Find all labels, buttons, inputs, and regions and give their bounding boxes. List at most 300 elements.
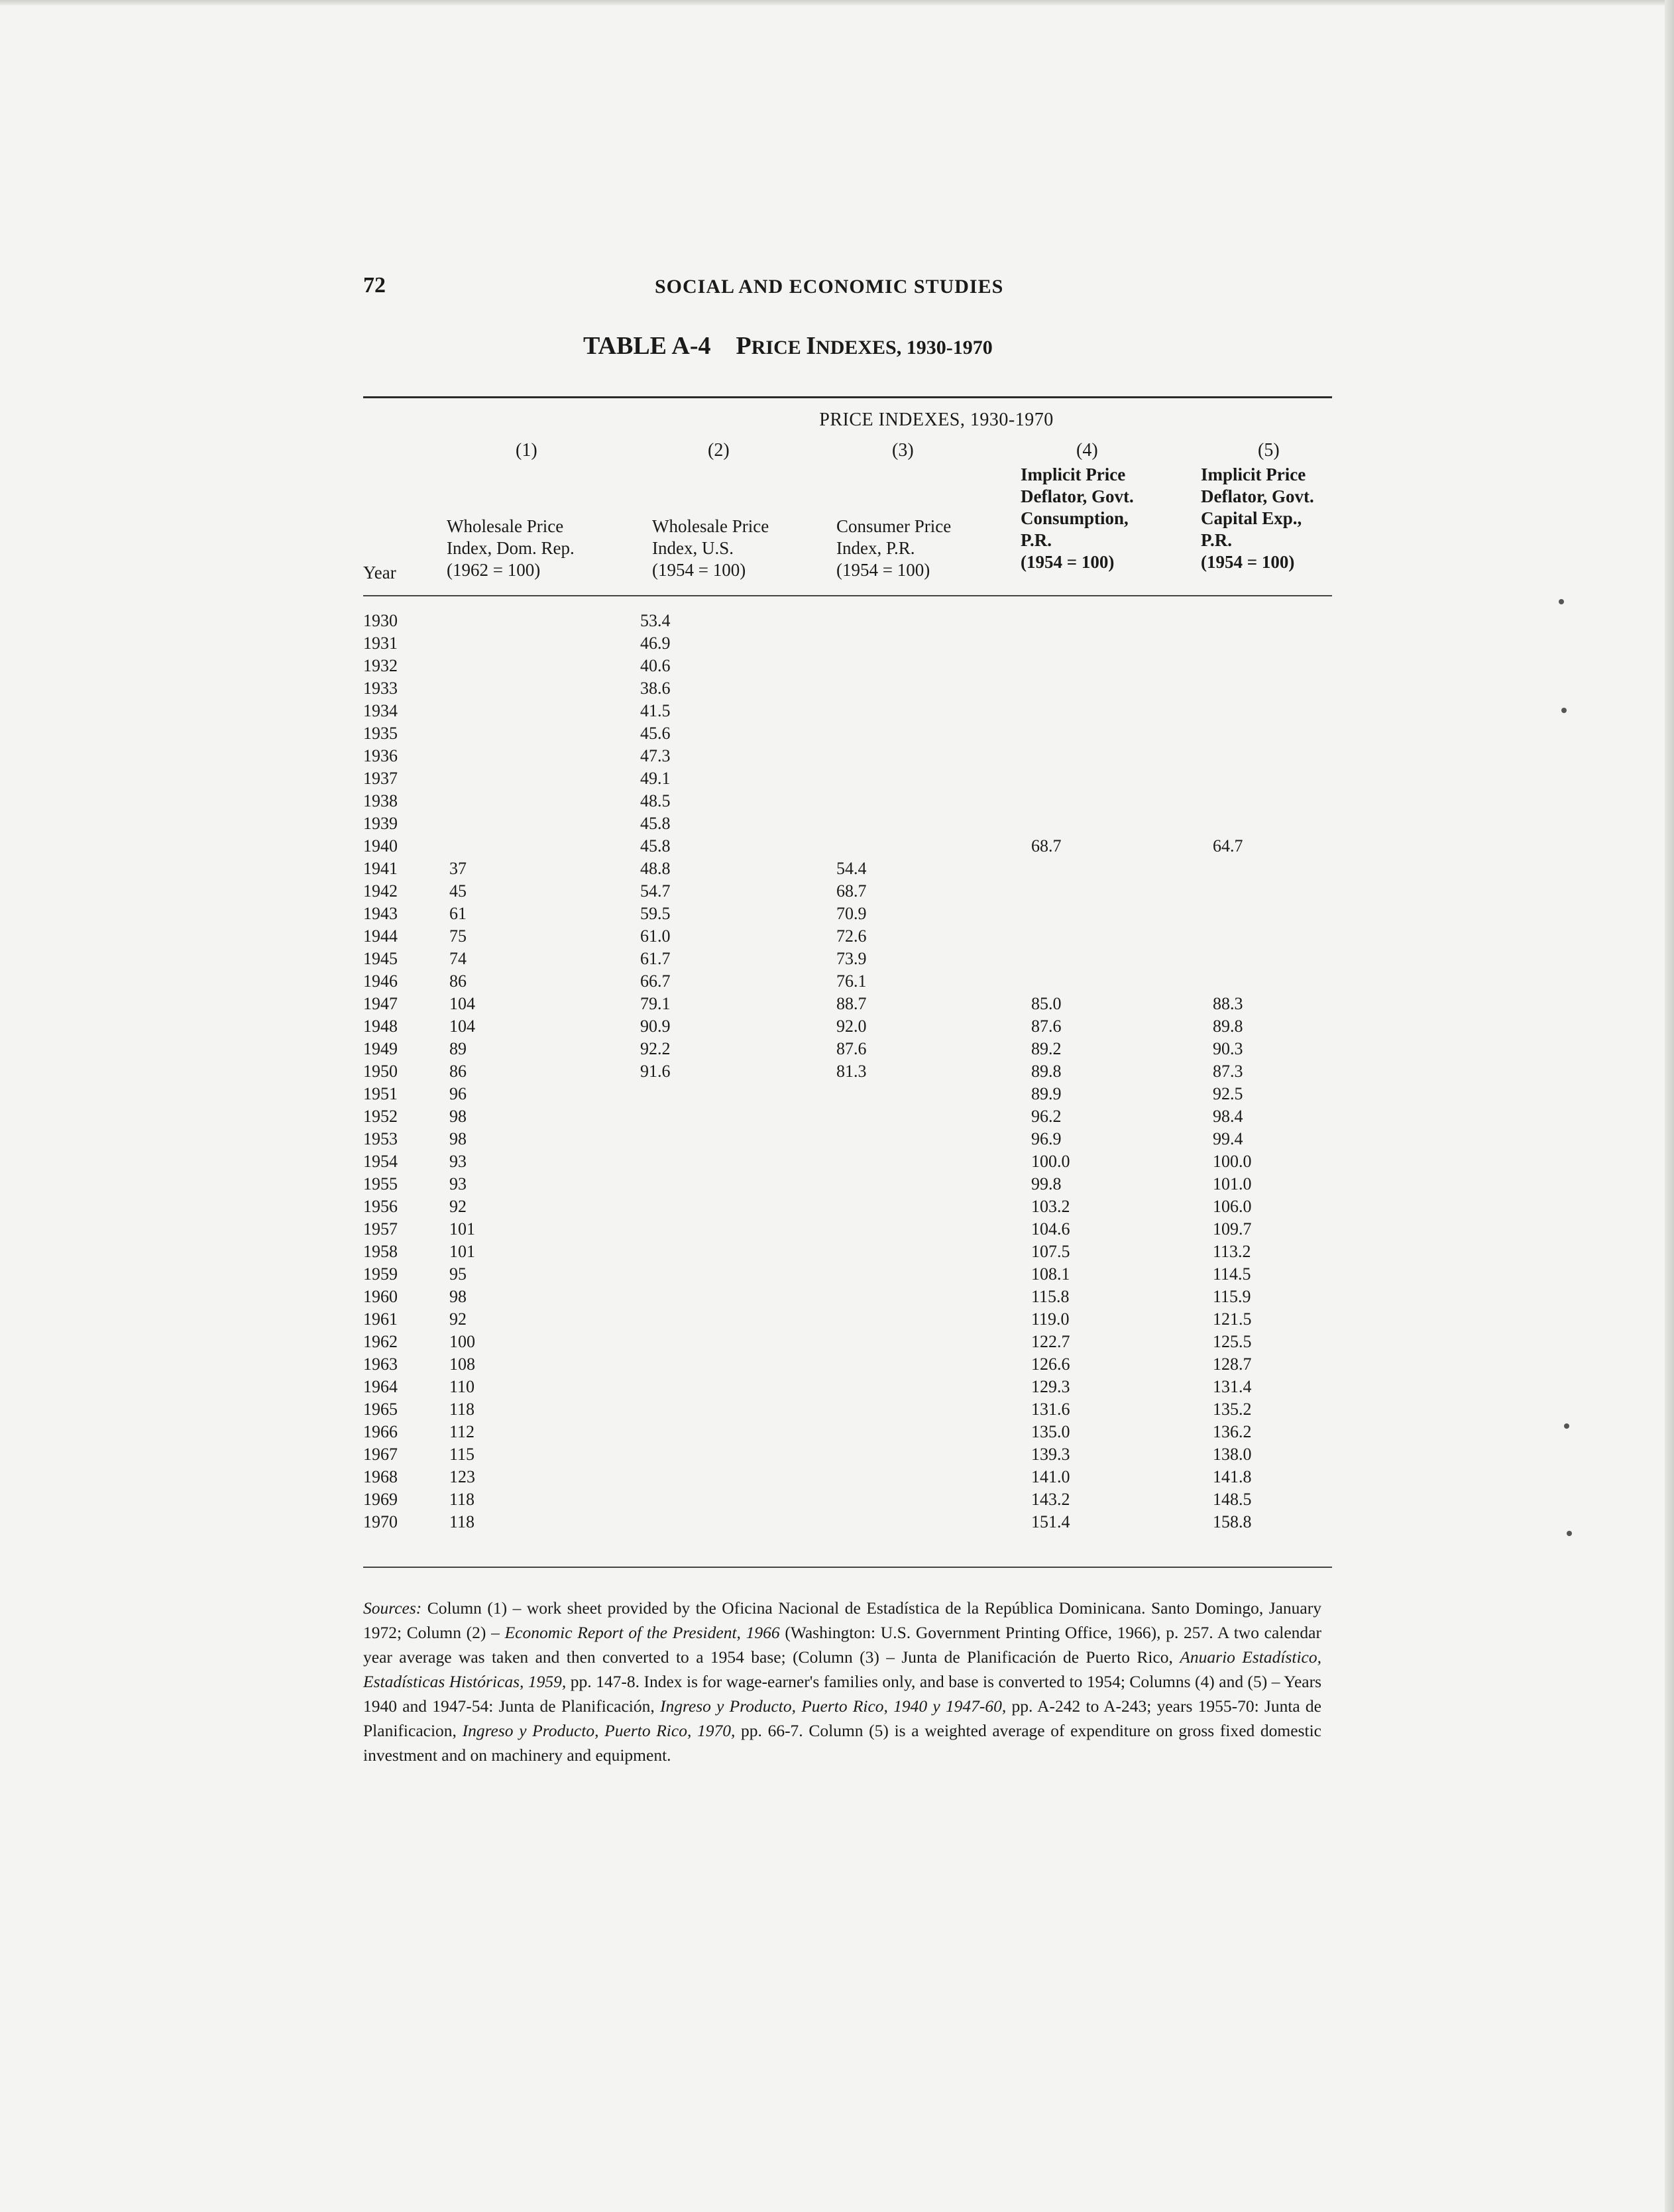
- col1-values: [449, 610, 542, 1533]
- table-cell-c4: 89.8: [1031, 1062, 1062, 1081]
- table-cell-c2: [640, 1466, 733, 1488]
- col1-header-line: Wholesale Price: [447, 516, 564, 536]
- table-cell-c1: 104: [449, 994, 475, 1013]
- table-cell-c2: 47.3: [640, 746, 671, 765]
- table-cell-c4: 96.9: [1031, 1129, 1062, 1148]
- table-cell-c2: 91.6: [640, 1062, 671, 1081]
- col3-header-line: Consumer Price: [836, 516, 952, 536]
- table-cell-c3: [836, 1308, 929, 1331]
- table-cell-c2: [640, 1195, 733, 1218]
- table-cell-c4: [1031, 655, 1124, 677]
- table-cell-c1: 118: [449, 1512, 475, 1531]
- year-cell: 1946: [363, 971, 398, 991]
- col5-header-line: (1954 = 100): [1201, 552, 1295, 572]
- table-cell-c2: [640, 1488, 733, 1511]
- table-cell-c2: 48.8: [640, 859, 671, 878]
- table-cell-c1: 45: [449, 881, 467, 901]
- table-title: [583, 331, 993, 360]
- table-cell-c4: 96.2: [1031, 1107, 1062, 1126]
- table-cell-c5: 99.4: [1213, 1129, 1243, 1148]
- table-cell-c1: 101: [449, 1242, 475, 1261]
- table-cell-c3: 54.4: [836, 859, 867, 878]
- table-cell-c5: [1213, 903, 1306, 925]
- table-cell-c5: 141.8: [1213, 1467, 1252, 1486]
- table-cell-c1: [449, 700, 542, 722]
- year-cell: 1936: [363, 746, 398, 765]
- table-cell-c4: 85.0: [1031, 994, 1062, 1013]
- table-cell-c1: 95: [449, 1264, 467, 1284]
- table-cell-c3: [836, 1421, 929, 1443]
- table-cell-c2: [640, 1376, 733, 1398]
- table-cell-c1: 74: [449, 949, 467, 968]
- scan-edge-top: [0, 0, 1674, 5]
- table-cell-c5: 89.8: [1213, 1017, 1243, 1036]
- col4-header-line: Consumption,: [1021, 508, 1129, 528]
- table-cell-c3: [836, 1398, 929, 1421]
- table-cell-c4: [1031, 903, 1124, 925]
- table-cell-c1: [449, 812, 542, 835]
- table-cell-c5: 64.7: [1213, 836, 1243, 856]
- table-cell-c1: 112: [449, 1422, 475, 1441]
- table-cell-c4: 89.9: [1031, 1084, 1062, 1103]
- table-cell-c4: 141.0: [1031, 1467, 1070, 1486]
- col4-values: [1031, 610, 1124, 1533]
- col5-header-line: P.R.: [1201, 530, 1233, 550]
- table-cell-c1: 92: [449, 1197, 467, 1216]
- table-cell-c3: 88.7: [836, 994, 867, 1013]
- table-cell-c3: [836, 745, 929, 767]
- year-cell: 1958: [363, 1242, 398, 1261]
- table-cell-c2: 79.1: [640, 994, 671, 1013]
- table-cell-c5: 115.9: [1213, 1287, 1251, 1306]
- col4-header-line: Deflator, Govt.: [1021, 486, 1134, 506]
- sources-text: Column (1) – work sheet provided by the Oficina Nacional de Estadística de la República Dominicana. Santo Domingo, January 1972; Column (2) –: [363, 1598, 1321, 1642]
- year-cell: 1943: [363, 904, 398, 923]
- year-cell: 1966: [363, 1422, 398, 1441]
- year-cell: 1962: [363, 1332, 398, 1351]
- table-cell-c5: 138.0: [1213, 1445, 1252, 1464]
- sources-text: pp. 66-7. Column (5) is a weighted average of expenditure on gross fixed domestic investment and on machinery and equipment.: [363, 1721, 1321, 1765]
- sources-label: Sources:: [363, 1598, 422, 1618]
- table-cell-c5: 158.8: [1213, 1512, 1252, 1531]
- year-cell: 1951: [363, 1084, 398, 1103]
- table-cell-c2: [640, 1331, 733, 1353]
- table-cell-c2: [640, 1308, 733, 1331]
- year-cell: 1956: [363, 1197, 398, 1216]
- year-cell: 1949: [363, 1039, 398, 1058]
- page-number: 72: [363, 273, 386, 298]
- col1-number: (1): [516, 440, 537, 461]
- table-cell-c4: [1031, 970, 1124, 993]
- table-cell-c2: 45.6: [640, 724, 671, 743]
- col3-number: (3): [892, 440, 914, 461]
- table-cell-c3: 73.9: [836, 949, 867, 968]
- table-cell-c3: [836, 1263, 929, 1286]
- table-cell-c1: 93: [449, 1174, 467, 1193]
- year-cell: 1933: [363, 679, 398, 698]
- table-cell-c5: [1213, 610, 1306, 632]
- table-cell-c5: 92.5: [1213, 1084, 1243, 1103]
- year-cell: 1963: [363, 1355, 398, 1374]
- table-cell-c3: [836, 677, 929, 700]
- table-cell-c4: [1031, 610, 1124, 632]
- year-header: Year: [363, 563, 396, 582]
- table-cell-c5: [1213, 925, 1306, 948]
- scan-speck: [1559, 599, 1564, 604]
- col3-header-line: (1954 = 100): [836, 560, 930, 580]
- year-cell: 1968: [363, 1467, 398, 1486]
- table-cell-c2: 40.6: [640, 656, 671, 675]
- table-cell-c4: 122.7: [1031, 1332, 1070, 1351]
- year-cell: 1960: [363, 1287, 398, 1306]
- table-cell-c5: [1213, 722, 1306, 745]
- table-cell-c3: 76.1: [836, 971, 867, 991]
- table-cell-c5: [1213, 632, 1306, 655]
- col5-header-line: Deflator, Govt.: [1201, 486, 1314, 506]
- col4-header-line: Implicit Price: [1021, 465, 1126, 484]
- col4-number: (4): [1076, 440, 1098, 461]
- table-cell-c3: 70.9: [836, 904, 867, 923]
- table-cell-c4: 104.6: [1031, 1219, 1070, 1239]
- table-cell-c2: 46.9: [640, 634, 671, 653]
- year-cell: 1942: [363, 881, 398, 901]
- year-cell: 1950: [363, 1062, 398, 1081]
- table-cell-c1: 100: [449, 1332, 475, 1351]
- table-cell-c1: [449, 790, 542, 812]
- col2-values: [640, 610, 733, 1533]
- table-cell-c2: [640, 1150, 733, 1173]
- table-cell-c2: 41.5: [640, 701, 671, 720]
- year-cell: 1967: [363, 1445, 398, 1464]
- table-cell-c2: [640, 1263, 733, 1286]
- table-cell-c1: [449, 835, 542, 857]
- table-cell-c1: 118: [449, 1490, 475, 1509]
- table-cell-c3: [836, 1331, 929, 1353]
- col1-header-line: (1962 = 100): [447, 560, 541, 580]
- year-cell: 1954: [363, 1152, 398, 1171]
- scan-speck: [1564, 1423, 1569, 1429]
- col2-header-line: Wholesale Price: [652, 516, 769, 536]
- table-cell-c4: 87.6: [1031, 1017, 1062, 1036]
- table-cell-c3: [836, 632, 929, 655]
- table-cell-c5: 101.0: [1213, 1174, 1252, 1193]
- year-cell: 1948: [363, 1017, 398, 1036]
- table-cell-c4: 151.4: [1031, 1512, 1070, 1531]
- table-cell-c2: 61.7: [640, 949, 671, 968]
- table-cell-c1: 86: [449, 1062, 467, 1081]
- table-cell-c5: [1213, 655, 1306, 677]
- scan-speck: [1561, 708, 1567, 713]
- col5-header-line: Implicit Price: [1201, 465, 1306, 484]
- table-cell-c4: 126.6: [1031, 1355, 1070, 1374]
- col3-header-line: Index, P.R.: [836, 538, 915, 558]
- table-cell-c2: 66.7: [640, 971, 671, 991]
- table-cell-c5: 106.0: [1213, 1197, 1252, 1216]
- table-cell-c3: [836, 1128, 929, 1150]
- table-cell-c2: 45.8: [640, 836, 671, 856]
- table-cell-c2: [640, 1173, 733, 1195]
- year-cell: 1961: [363, 1309, 398, 1329]
- table-cell-c1: 123: [449, 1467, 475, 1486]
- table-cell-c4: 89.2: [1031, 1039, 1062, 1058]
- sources-title: Ingreso y Producto, Puerto Rico, 1940 y 1947-60,: [659, 1696, 1007, 1716]
- year-cell: 1930: [363, 611, 398, 630]
- table-cell-c3: [836, 1353, 929, 1376]
- table-cell-c5: [1213, 857, 1306, 880]
- col5-number: (5): [1258, 440, 1280, 461]
- table-cell-c5: [1213, 745, 1306, 767]
- table-cell-c5: 114.5: [1213, 1264, 1251, 1284]
- table-cell-c3: [836, 1376, 929, 1398]
- table-cell-c3: [836, 1218, 929, 1241]
- year-cell: 1941: [363, 859, 398, 878]
- table-cell-c2: 92.2: [640, 1039, 671, 1058]
- table-cell-c1: 89: [449, 1039, 467, 1058]
- table-cell-c5: [1213, 700, 1306, 722]
- table-cell-c4: 119.0: [1031, 1309, 1070, 1329]
- table-cell-c5: 128.7: [1213, 1355, 1252, 1374]
- table-top-rule: [363, 396, 1332, 398]
- table-cell-c4: [1031, 812, 1124, 835]
- table-cell-c5: 125.5: [1213, 1332, 1252, 1351]
- year-cell: 1952: [363, 1107, 398, 1126]
- table-cell-c5: 131.4: [1213, 1377, 1252, 1396]
- col2-header: [652, 516, 769, 581]
- table-cell-c2: 53.4: [640, 611, 671, 630]
- table-cell-c1: 37: [449, 859, 467, 878]
- table-cell-c5: [1213, 948, 1306, 970]
- table-cell-c5: 109.7: [1213, 1219, 1252, 1239]
- year-cell: 1931: [363, 634, 398, 653]
- table-cell-c4: 103.2: [1031, 1197, 1070, 1216]
- sources-title: Ingreso y Producto, Puerto Rico, 1970,: [462, 1721, 736, 1740]
- table-cell-c4: [1031, 948, 1124, 970]
- table-cell-c3: [836, 1511, 929, 1533]
- table-cell-c4: 143.2: [1031, 1490, 1070, 1509]
- table-cell-c1: 115: [449, 1445, 475, 1464]
- year-cell: 1947: [363, 994, 398, 1013]
- table-cell-c4: 129.3: [1031, 1377, 1070, 1396]
- table-cell-c4: 99.8: [1031, 1174, 1062, 1193]
- table-label: TABLE A-4: [583, 332, 711, 360]
- col1-header-line: Index, Dom. Rep.: [447, 538, 575, 558]
- table-cell-c3: [836, 610, 929, 632]
- table-cell-c1: 61: [449, 904, 467, 923]
- table-cell-c1: [449, 745, 542, 767]
- table-cell-c3: [836, 1083, 929, 1105]
- table-cell-c2: [640, 1443, 733, 1466]
- table-cell-c1: 110: [449, 1377, 475, 1396]
- table-cell-c2: [640, 1083, 733, 1105]
- table-cell-c2: 49.1: [640, 769, 671, 788]
- year-cell: 1944: [363, 926, 398, 946]
- col4-header: [1021, 464, 1134, 573]
- title-word-indexes-rest: NDEXES, 1930-1970: [816, 337, 993, 359]
- year-cell: 1964: [363, 1377, 398, 1396]
- title-word-price-rest: RICE: [751, 337, 807, 359]
- table-cell-c4: 131.6: [1031, 1400, 1070, 1419]
- table-cell-c2: [640, 1511, 733, 1533]
- year-cell: 1934: [363, 701, 398, 720]
- table-cell-c2: [640, 1218, 733, 1241]
- col2-number: (2): [708, 440, 730, 461]
- table-caption: PRICE INDEXES, 1930-1970: [819, 410, 1054, 430]
- table-cell-c3: [836, 1241, 929, 1263]
- table-cell-c5: 135.2: [1213, 1400, 1252, 1419]
- table-cell-c2: 54.7: [640, 881, 671, 901]
- year-cell: 1940: [363, 836, 398, 856]
- table-cell-c5: 113.2: [1213, 1242, 1251, 1261]
- table-cell-c1: [449, 677, 542, 700]
- year-cell: 1937: [363, 769, 398, 788]
- table-cell-c2: 45.8: [640, 814, 671, 833]
- col4-header-line: (1954 = 100): [1021, 552, 1115, 572]
- table-cell-c3: [836, 767, 929, 790]
- table-cell-c1: 98: [449, 1107, 467, 1126]
- table-cell-c2: [640, 1421, 733, 1443]
- table-cell-c5: [1213, 677, 1306, 700]
- year-cell: 1945: [363, 949, 398, 968]
- year-column: [363, 610, 423, 1533]
- table-cell-c3: [836, 655, 929, 677]
- col5-header-line: Capital Exp.,: [1201, 508, 1302, 528]
- table-cell-c3: [836, 722, 929, 745]
- table-cell-c5: [1213, 790, 1306, 812]
- table-cell-c2: [640, 1398, 733, 1421]
- sources-text: pp. 147-8. Index is for wage-earner's families only, and base is converted to 1954; Columns (4) and (5) – Years 1940 and 1947-54: Junta de Planificación,: [363, 1672, 1321, 1716]
- title-word-price-initial: P: [736, 332, 752, 360]
- table-bottom-rule: [363, 1567, 1332, 1568]
- sources-title: Economic Report of the President, 1966: [504, 1623, 780, 1642]
- table-cell-c4: 100.0: [1031, 1152, 1070, 1171]
- table-cell-c4: 108.1: [1031, 1264, 1070, 1284]
- table-cell-c1: [449, 632, 542, 655]
- table-cell-c1: 104: [449, 1017, 475, 1036]
- table-cell-c5: 87.3: [1213, 1062, 1243, 1081]
- year-cell: 1969: [363, 1490, 398, 1509]
- table-cell-c1: [449, 610, 542, 632]
- table-cell-c4: 135.0: [1031, 1422, 1070, 1441]
- table-cell-c2: [640, 1353, 733, 1376]
- table-cell-c4: [1031, 790, 1124, 812]
- table-cell-c1: 92: [449, 1309, 467, 1329]
- table-cell-c4: [1031, 632, 1124, 655]
- year-cell: 1959: [363, 1264, 398, 1284]
- table-cell-c4: 107.5: [1031, 1242, 1070, 1261]
- table-cell-c5: 100.0: [1213, 1152, 1252, 1171]
- col2-header-line: (1954 = 100): [652, 560, 746, 580]
- table-cell-c2: [640, 1128, 733, 1150]
- table-cell-c3: [836, 1466, 929, 1488]
- scan-speck: [1567, 1531, 1572, 1536]
- table-cell-c1: 98: [449, 1129, 467, 1148]
- table-cell-c5: 88.3: [1213, 994, 1243, 1013]
- table-cell-c2: 48.5: [640, 791, 671, 810]
- table-cell-c1: 101: [449, 1219, 475, 1239]
- table-cell-c4: [1031, 722, 1124, 745]
- table-cell-c4: [1031, 700, 1124, 722]
- table-cell-c4: [1031, 677, 1124, 700]
- sources-text: (Washington: U.S. Government Printing Office, 1966), p. 257. A two calendar year average was taken and then converted to a 1954 base; (Column (3) – Junta de Planificación de Puerto Rico,: [363, 1623, 1321, 1667]
- table-cell-c3: [836, 1488, 929, 1511]
- col2-header-line: Index, U.S.: [652, 538, 734, 558]
- table-cell-c5: [1213, 812, 1306, 835]
- table-cell-c3: 81.3: [836, 1062, 867, 1081]
- col3-values: [836, 610, 929, 1533]
- header-bottom-rule: [363, 595, 1332, 596]
- table-cell-c3: [836, 1150, 929, 1173]
- table-cell-c1: 108: [449, 1355, 475, 1374]
- table-cell-c4: [1031, 925, 1124, 948]
- table-cell-c1: [449, 767, 542, 790]
- sources-text: pp. A-242 to A-243; years 1955-70: Junta de Planificacion,: [363, 1696, 1321, 1740]
- col3-header: [836, 516, 951, 581]
- table-cell-c1: 93: [449, 1152, 467, 1171]
- table-cell-c1: 98: [449, 1287, 467, 1306]
- scan-edge-right: [1665, 0, 1674, 2212]
- col5-header: [1201, 464, 1314, 573]
- table-cell-c4: [1031, 880, 1124, 903]
- col1-header: [447, 516, 575, 581]
- table-cell-c3: [836, 812, 929, 835]
- table-cell-c3: [836, 1105, 929, 1128]
- year-cell: 1953: [363, 1129, 398, 1148]
- year-cell: 1970: [363, 1512, 398, 1531]
- table-cell-c1: [449, 655, 542, 677]
- table-cell-c4: [1031, 857, 1124, 880]
- table-cell-c2: 90.9: [640, 1017, 671, 1036]
- table-cell-c3: 92.0: [836, 1017, 867, 1036]
- year-cell: 1935: [363, 724, 398, 743]
- table-cell-c2: 38.6: [640, 679, 671, 698]
- table-cell-c3: [836, 1443, 929, 1466]
- table-cell-c3: 87.6: [836, 1039, 867, 1058]
- col4-header-line: P.R.: [1021, 530, 1052, 550]
- year-cell: 1957: [363, 1219, 398, 1239]
- table-cell-c2: 59.5: [640, 904, 671, 923]
- table-cell-c3: [836, 790, 929, 812]
- table-cell-c1: 86: [449, 971, 467, 991]
- table-cell-c4: 139.3: [1031, 1445, 1070, 1464]
- col5-values: [1213, 610, 1306, 1533]
- year-cell: 1955: [363, 1174, 398, 1193]
- table-cell-c5: [1213, 767, 1306, 790]
- table-cell-c5: 98.4: [1213, 1107, 1243, 1126]
- table-cell-c5: [1213, 880, 1306, 903]
- table-cell-c3: [836, 1195, 929, 1218]
- table-cell-c2: [640, 1105, 733, 1128]
- year-cell: 1939: [363, 814, 398, 833]
- table-cell-c2: [640, 1286, 733, 1308]
- table-cell-c1: [449, 722, 542, 745]
- table-cell-c5: [1213, 970, 1306, 993]
- table-cell-c3: [836, 700, 929, 722]
- table-cell-c2: [640, 1241, 733, 1263]
- year-cell: 1965: [363, 1400, 398, 1419]
- table-cell-c4: 115.8: [1031, 1287, 1070, 1306]
- table-cell-c5: 148.5: [1213, 1490, 1252, 1509]
- table-cell-c1: 75: [449, 926, 467, 946]
- table-cell-c2: 61.0: [640, 926, 671, 946]
- year-cell: 1938: [363, 791, 398, 810]
- table-cell-c3: [836, 1286, 929, 1308]
- table-cell-c5: 90.3: [1213, 1039, 1243, 1058]
- sources-title: Anuario Estadístico, Estadísticas Históricas, 1959,: [363, 1647, 1321, 1691]
- table-cell-c3: [836, 835, 929, 857]
- table-cell-c1: 96: [449, 1084, 467, 1103]
- running-head: SOCIAL AND ECONOMIC STUDIES: [655, 276, 1004, 298]
- table-cell-c5: 136.2: [1213, 1422, 1252, 1441]
